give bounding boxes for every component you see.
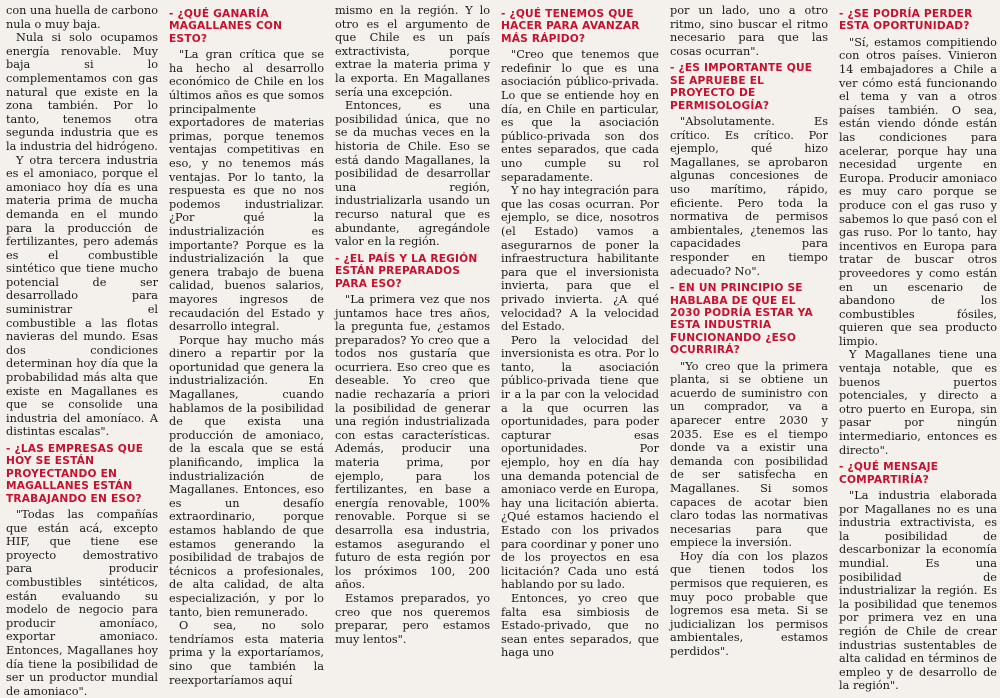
text-column-1 xyxy=(6,4,158,698)
answer-paragraph: "Absolutamente. Es crítico. Es crítico. Por ejemplo, qué hizo Magallanes, se aprobaron algunas concesiones de uso marítimo, rápido, eficiente. Pero toda la normativa de permisos ambientales, ¿tenemos las capacidades para responder en tiempo adecuado? No". xyxy=(670,115,828,278)
answer-paragraph: "Yo creo que la primera planta, si se obtiene un acuerdo de suministro con un comprador, va a aparecer entre 2030 y 2035. Ese es el tiempo donde va a existir una demanda con posibilidad de ser satisfecha en Magallanes. Si somos capaces de acotar bien claro todas las normativas necesarias para que empiece la inversión. xyxy=(670,359,828,550)
answer-paragraph: con una huella de carbono nula o muy baja. xyxy=(6,4,158,31)
answer-paragraph: Pero la velocidad del inversionista es otra. Por lo tanto, la asociación público-privada tiene que ir a la par con la velocidad a la que ocurren las oportunidades, para poder capturar esas oportunidades. Por ejemplo, hoy en día hay una demanda potencial de amoniaco verde en Europa, hay una licitación abierta. ¿Qué estamos haciendo el Estado con los privados para coordinar y poner uno de los proyectos en esa licitación? Cada uno está hablando por su lado. xyxy=(501,333,659,592)
text-column-3 xyxy=(335,4,490,646)
interview-question: - ¿ES IMPORTANTE QUE SE APRUEBE EL PROYECTO DE PERMISOLOGÍA? xyxy=(670,62,813,112)
text-column-2 xyxy=(169,4,324,687)
interview-question: - ¿SE PODRÍA PERDER ESTA OPORTUNIDAD? xyxy=(839,8,973,33)
interview-question: - ¿LAS EMPRESAS QUE HOY SE ESTÁN PROYECTANDO EN MAGALLANES ESTÁN TRABAJANDO EN ESO? xyxy=(6,443,144,505)
answer-paragraph: "La gran crítica que se ha hecho al desarrollo económico de Chile en los últimos años es que somos principalmente exportadores de materias primas, porque tenemos ventajas competitivas en eso, y no tenemos más ventajas. Por lo tanto, la respuesta es que no nos podemos industrializar. ¿Por qué la industrialización es importante? Porque es la industrialización la que genera trabajo de buena calidad, buenos salarios, mayores ingresos de recaudación del Estado y desarrollo integral. xyxy=(169,48,324,334)
answer-paragraph: Y Magallanes tiene una ventaja notable, que es buenos puertos potenciales, y directo a otro puerto en Europa, sin pasar por ningún intermediario, entonces es directo". xyxy=(839,348,997,457)
interview-question: - ¿QUÉ MENSAJE COMPARTIRÍA? xyxy=(839,461,939,486)
text-column-4 xyxy=(501,4,659,660)
text-column-6 xyxy=(839,4,997,693)
answer-paragraph: "Creo que tenemos que redefinir lo que es una asociación público-privada. Lo que se entiende hoy en día, en Chile en particular, es que la asociación público-privada son dos entes separados, que cada uno cumple su rol separadamente. xyxy=(501,48,659,184)
interview-question: - ¿EL PAÍS Y LA REGIÓN ESTÁN PREPARADOS PARA ESO? xyxy=(335,252,478,290)
answer-paragraph: Estamos preparados, yo creo que nos queremos preparar, pero estamos muy lentos". xyxy=(335,591,490,646)
answer-paragraph: Hoy día con los plazos que tienen todos los permisos que requieren, es muy poco probable que logremos esa meta. Si se judicializan los permisos ambientales, estamos perdidos". xyxy=(670,549,828,659)
answer-paragraph: mismo en la región. Y lo otro es el argumento de que Chile es un país extractivista, porque extrae la materia prima y la exporta. En Magallanes sería una excepción. xyxy=(335,4,490,99)
answer-paragraph: Nula si solo ocupamos energía renovable. Muy baja si lo complementamos con gas natural que existe en la zona también. Por lo tanto, tenemos otra segunda industria que es la industria del hidrógeno. xyxy=(6,31,158,153)
answer-paragraph: "Sí, estamos compitiendo con otros países. Vinieron 14 embajadores a Chile a ver cómo está funcionando el tema y van a otros países también. O sea, están viendo dónde están las condiciones para acelerar, porque hay una necesidad urgente en Europa. Producir amoniaco es muy caro porque se produce con el gas ruso y sabemos lo que pasó con el gas ruso. Por lo tanto, hay incentivos en Europa para tratar de buscar otros proveedores y como están en un escenario de abandono de los combustibles fósiles, quieren que sea producto limpio. xyxy=(839,35,997,348)
answer-paragraph: "La industria elaborada por Magallanes no es una industria extractivista, es la posibilidad de descarbonizar la economía mundial. Es una posibilidad de industrializar la región. Es la posibilidad que tenemos por primera vez en una región de Chile de crear industrias sustentables de alta calidad en términos de empleo y de desarrollo de la región". xyxy=(839,489,997,693)
answer-paragraph: Entonces, es una posibilidad única, que no se da muchas veces en la historia de Chile. Eso se está dando Magallanes, la posibilidad de desarrollar una región, industrializarla usando un recurso natural que es abundante, agregándole valor en la región. xyxy=(335,99,490,249)
answer-paragraph: Entonces, yo creo que falta esa simbiosis de Estado-privado, que no sean entes separados, que haga uno xyxy=(501,591,659,660)
answer-paragraph: Porque hay mucho más dinero a repartir por la oportunidad que genera la industrialización. En Magallanes, cuando hablamos de la posibilidad de que exista una producción de amoniaco, de la escala que se está planificando, implica la industrialización de Magallanes. Entonces, eso es un desafío extraordinario, porque estamos hablando de que estamos generando la posibilidad de trabajos de técnicos a profesionales, de alta calidad, de alta especialización, y por lo tanto, bien remunerado. xyxy=(169,333,324,619)
answer-paragraph: O sea, no solo tendríamos esta materia prima y la exportaríamos, sino que también la reexportaríamos aquí xyxy=(169,619,324,687)
text-column-5 xyxy=(670,4,828,659)
answer-paragraph: por un lado, uno a otro ritmo, sino buscar el ritmo necesario para que las cosas ocurran". xyxy=(670,4,828,58)
interview-question: - ¿QUÉ TENEMOS QUE HACER PARA AVANZAR MÁS RÁPIDO? xyxy=(501,8,640,45)
answer-paragraph: "Todas las compañías que están acá, excepto HIF, que tiene ese proyecto demostrativo para producir combustibles sintéticos, están evaluando su modelo de negocio para producir amoníaco, exportar amoniaco. Entonces, Magallanes hoy día tiene la posibilidad de ser un productor mundial de amoniaco". xyxy=(6,508,158,698)
answer-paragraph: Y no hay integración para que las cosas ocurran. Por ejemplo, se dice, nosotros (el Estado) vamos a asegurarnos de poner la infraestructura habilitante para que el inversionista invierta, para que el privado invierta. ¿A qué velocidad? A la velocidad del Estado. xyxy=(501,184,659,334)
interview-question: - ¿QUÉ GANARÍA MAGALLANES CON ESTO? xyxy=(169,8,283,45)
answer-paragraph: Y otra tercera industria es el amoniaco, porque el amoniaco hoy día es una materia prima de mucha demanda en el mundo para la producción de fertilizantes, pero además es el combustible sintético que tiene mucho potencial de ser desarrollado para suministrar el combustible a las flotas navieras del mundo. Esas dos condiciones determinan hoy día que la probabilidad más alta que existe en Magallanes es que se consolide una industria del amoníaco. A distintas escalas". xyxy=(6,153,158,439)
interview-question: - EN UN PRINCIPIO SE HABLABA DE QUE EL 2030 PODRÍA ESTAR YA ESTA INDUSTRIA FUNCIONANDO ¿ESO OCURRIRÁ? xyxy=(670,282,813,357)
answer-paragraph: "La primera vez que nos juntamos hace tres años, la pregunta fue, ¿estamos preparados? Yo creo que a todos nos gustaría que ocurriera. Eso creo que es deseable. Yo creo que nadie rechazaría a priori la posibilidad de generar una región industrializada con estas características. Además, producir una materia prima, por ejemplo, para los fertilizantes, en base a energía renovable, 100% renovable. Porque si se desarrolla esa industria, estamos asegurando el futuro de esta región por los próximos 100, 200 años. xyxy=(335,292,490,592)
